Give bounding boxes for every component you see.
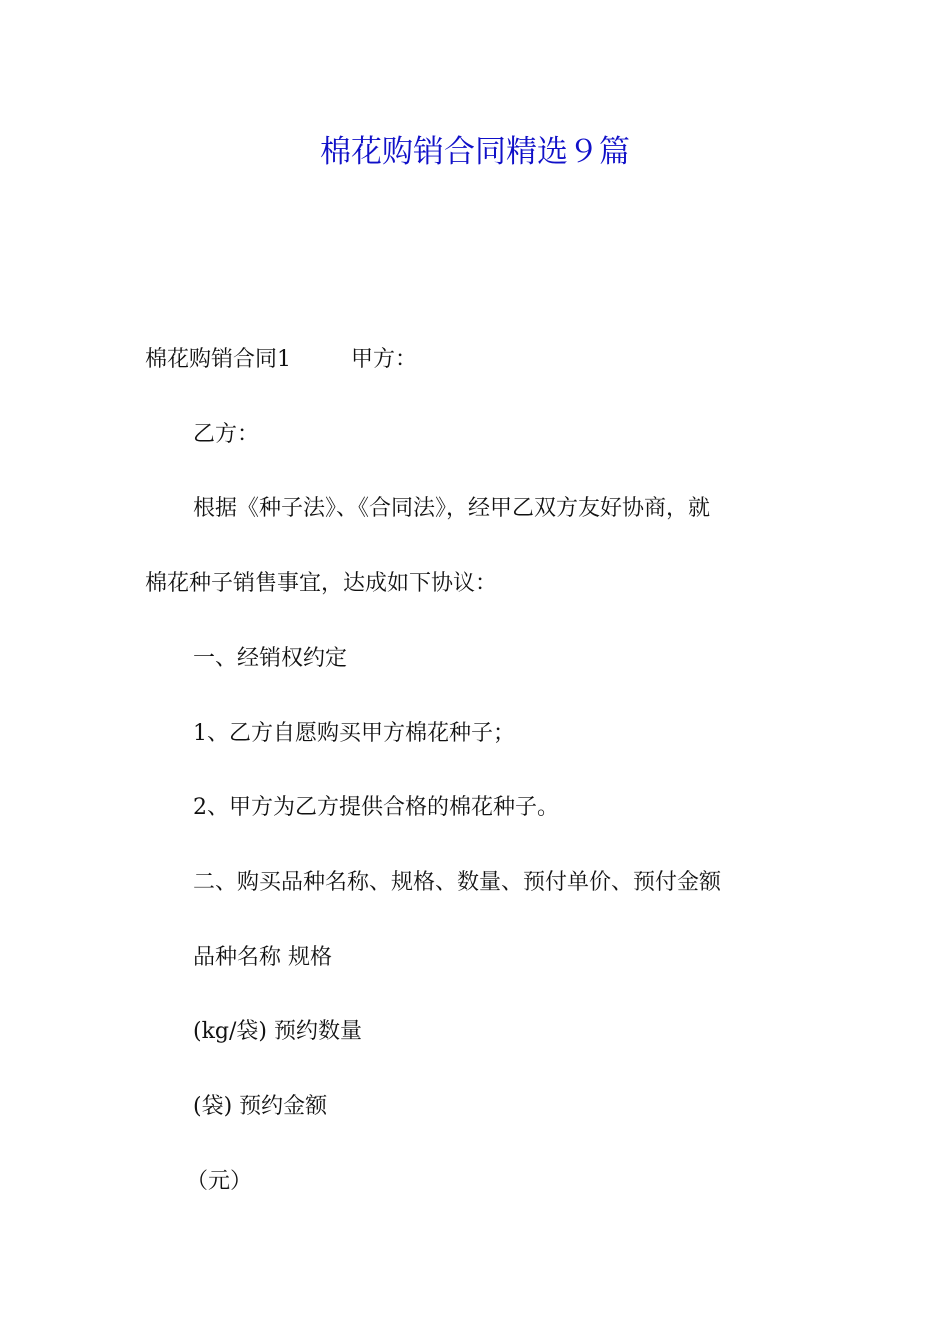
section-2-heading: 二、购买品种名称、规格、数量、预付单价、预付金额 <box>193 870 722 895</box>
contract-heading-line <box>145 342 417 378</box>
table-line-3: (袋) 预约金额 <box>193 1094 328 1119</box>
document-title: 棉花购销合同精选９篇 <box>320 134 630 170</box>
table-line-4: （元） <box>186 1169 253 1194</box>
section-1-heading: 一、经销权约定 <box>193 646 348 671</box>
paragraph-1-line-2: 棉花种子销售事宜，达成如下协议： <box>145 571 498 596</box>
table-line-1: 品种名称 规格 <box>193 945 332 970</box>
section-1-item-2: 2、甲方为乙方提供合格的棉花种子。 <box>193 795 559 820</box>
contract-heading: 棉花购销合同1 <box>145 347 291 372</box>
party-a-label: 甲方： <box>351 347 418 372</box>
party-b-label: 乙方： <box>193 422 260 447</box>
section-1-item-1: 1、乙方自愿购买甲方棉花种子； <box>193 721 515 746</box>
table-line-2: (kg/袋) 预约数量 <box>193 1019 362 1044</box>
paragraph-1-line-1: 根据《种子法》、《合同法》，经甲乙双方友好协商，就 <box>193 496 711 521</box>
